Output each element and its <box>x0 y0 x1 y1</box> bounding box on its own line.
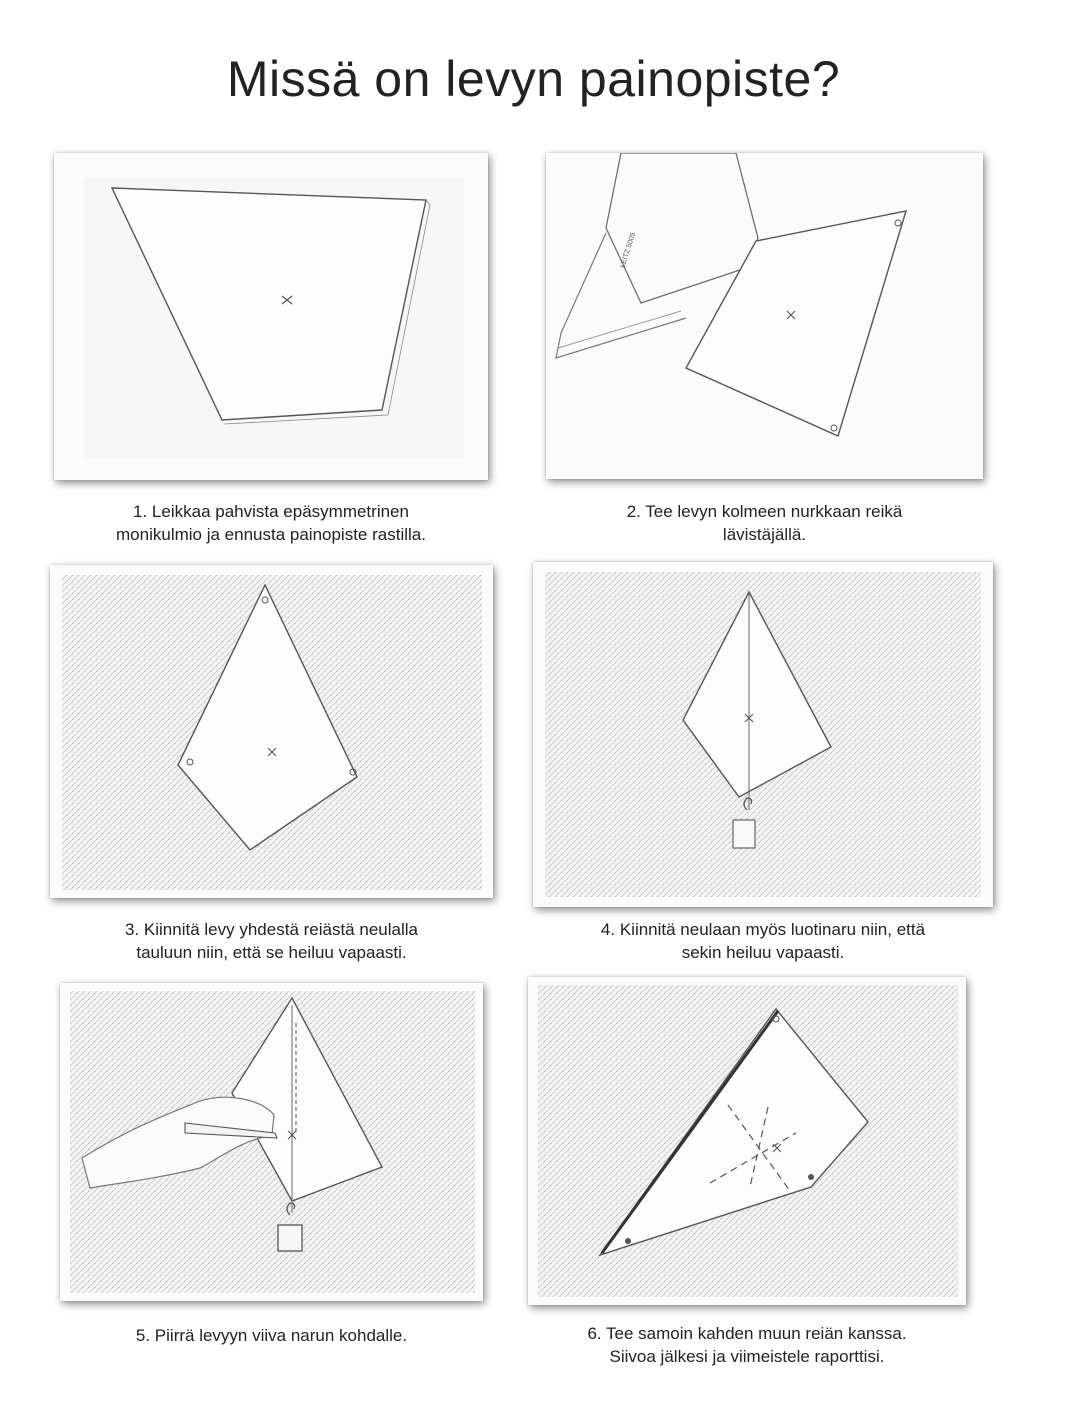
puncher-label: LEITZ 5005 <box>619 231 638 269</box>
caption-step-5 <box>60 1324 483 1347</box>
photo-step-1-drawing <box>54 153 488 480</box>
photo-step-5-drawing <box>60 983 483 1301</box>
caption-step-4 <box>533 918 993 964</box>
photo-step-4 <box>533 562 993 907</box>
caption-line: 2. Tee levyn kolmeen nurkkaan reikä <box>626 502 903 521</box>
caption-line: tauluun niin, että se heiluu vapaasti. <box>136 943 407 962</box>
photo-step-1 <box>54 153 488 480</box>
photo-step-3 <box>50 565 493 898</box>
caption-step-2 <box>546 500 983 546</box>
caption-line: 3. Kiinnitä levy yhdestä reiästä neulalla <box>125 920 418 939</box>
caption-line: sekin heiluu vapaasti. <box>681 943 845 962</box>
photo-step-2 <box>546 153 983 479</box>
photo-step-3-drawing <box>50 565 493 898</box>
photo-step-5 <box>60 983 483 1301</box>
photo-step-4-drawing <box>533 562 993 907</box>
plumb-weight <box>278 1225 302 1251</box>
caption-line: 1. Leikkaa pahvista epäsymmetrinen <box>133 502 409 521</box>
caption-step-3 <box>50 918 493 964</box>
caption-line: 6. Tee samoin kahden muun reiän kanssa. <box>587 1324 907 1343</box>
punched-hole <box>808 1174 814 1180</box>
photo-step-2-drawing <box>546 153 983 479</box>
plumb-weight <box>733 820 755 848</box>
caption-line: 5. Piirrä levyyn viiva narun kohdalle. <box>135 1326 408 1345</box>
photo-step-6 <box>528 977 966 1305</box>
caption-step-6 <box>528 1322 966 1368</box>
caption-line: lävistäjällä. <box>722 525 807 544</box>
photo-step-6-drawing <box>528 977 966 1305</box>
page-title: Missä on levyn painopiste? <box>226 51 841 107</box>
caption-line: 4. Kiinnitä neulaan myös luotinaru niin, että <box>600 920 926 939</box>
punched-hole <box>625 1238 631 1244</box>
caption-step-1 <box>54 500 488 546</box>
caption-line: Siivoa jälkesi ja viimeistele raporttisi. <box>609 1347 885 1366</box>
caption-line: monikulmio ja ennusta painopiste rastilla. <box>116 525 426 544</box>
